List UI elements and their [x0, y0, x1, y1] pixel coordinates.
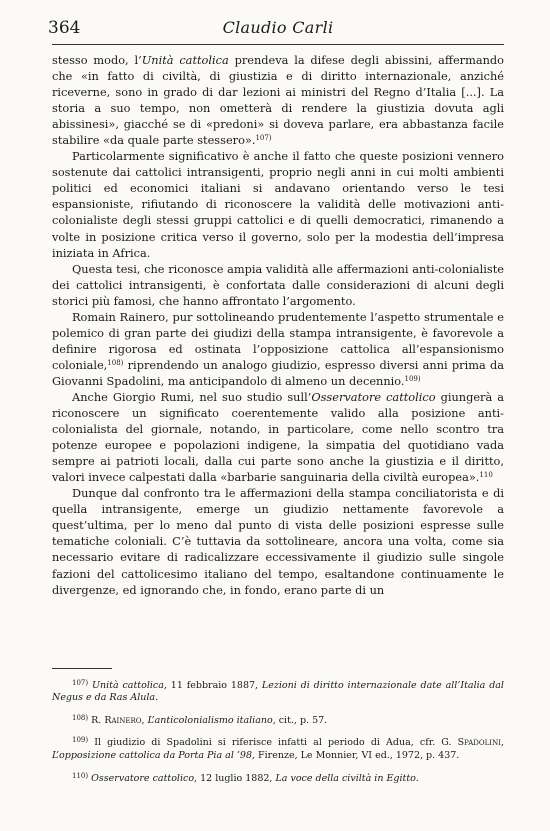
- text-run: riprendendo un analogo giudizio, espresso diversi anni prima da Giovanni Spadolini, ma anticipandolo di almeno un decennio.: [52, 357, 504, 388]
- text-run: Anche Giorgio Rumi, nel suo studio sull’: [72, 389, 312, 404]
- text-run: Questa tesi, che riconosce ampia validità alle affermazioni anti-colonialiste dei cattolici intransigenti, è confortata dalle considerazioni di alcuni degli storici più famosi, che hanno affrontato l’argomento.: [52, 261, 504, 308]
- text-run: cit., p. 57.: [275, 714, 328, 726]
- italic-text: Lezioni di diritto internazionale date all’Italia dal Negus e da Ras Alula.: [52, 679, 504, 704]
- footnote: [52, 770, 504, 786]
- text-run: ,: [141, 714, 148, 726]
- body-paragraph: [52, 52, 504, 148]
- footnote-reference: 109): [404, 374, 421, 383]
- running-head: Claudio Carli: [222, 18, 334, 37]
- italic-text: Osservatore cattolico: [311, 389, 436, 404]
- page-number: 364: [48, 18, 81, 38]
- italic-text: Unità cattolica,: [91, 679, 167, 691]
- text-run: giungerà a riconoscere un significato coerentemente valido alla posizione anti-colonialista del giornale, notando, in particolare, come nello scontro tra potenze europee e popolazioni indigene, la simpatia del quotidiano vada sempre ai patrioti locali, dalla cui parte sono anche la giustizia e il diritto, valori invece calpestati dalla «barbarie sanguinaria della civiltà europea».: [52, 389, 504, 485]
- footnote-number: 107): [72, 678, 89, 687]
- footnote: [52, 734, 504, 762]
- italic-text: L’opposizione cattolica da Porta Pia al ’98,: [52, 749, 256, 761]
- body-paragraph: [52, 485, 504, 597]
- footnote-reference: 107): [255, 134, 272, 143]
- text-run: Firenze, Le Monnier, VI ed., 1972, p. 437.: [255, 749, 460, 761]
- footnote-number: 108): [72, 713, 89, 722]
- text-run: Romain Rainero, pur sottolineando prudentemente l’aspetto strumentale e polemico di gran parte dei giudizi della stampa intransigente, è favorevole a definire rigorosa ed ostinata l’opposizione cattolica all’espansionismo coloniale,: [52, 309, 504, 372]
- body-paragraph: [52, 261, 504, 309]
- italic-text: Osservatore cattolico,: [91, 772, 198, 784]
- footnote-divider: [52, 668, 112, 669]
- small-caps-text: Spadolini: [457, 737, 501, 749]
- text-run: Particolarmente significativo è anche il fatto che queste posizioni vennero sostenute dai cattolici intransigenti, proprio negli anni in cui molti ambienti politici ed economici italiani si andavano orientando verso le tesi espansioniste, rifiutando di riconoscere la validità delle motivazioni anti-colonialiste degli stessi gruppi cattolici e di quelli democratici, rimanendo a volte in posizione critica verso il governo, solo per la modestia dell’impresa iniziata in Africa.: [52, 149, 504, 260]
- footnote-reference: 108): [107, 358, 124, 367]
- text-run: 12 luglio 1882,: [197, 772, 276, 784]
- footnote: [52, 677, 504, 705]
- body-paragraph: [52, 148, 504, 260]
- small-caps-text: Rainero: [104, 714, 142, 726]
- text-run: stesso modo, l’: [52, 53, 142, 67]
- footnote: [52, 712, 504, 728]
- text-run: ,: [500, 737, 504, 749]
- italic-text: Unità cattolica: [141, 53, 229, 67]
- body-paragraph: [52, 389, 504, 485]
- footnote-reference: 110: [479, 471, 493, 480]
- footnotes: [52, 677, 504, 786]
- text-run: R.: [91, 714, 105, 726]
- text-run: Dunque dal confronto tra le affermazioni della stampa conciliatorista e di quella intransigente, emerge un giudizio nettamente favorevole a quest’ultima, per lo meno dal punto di vista delle posizioni espresse sulle tematiche coloniali. C’è tuttavia da sottolineare, ancora una volta, come sia necessario evitare di radicalizzare eccessivamente il giudizio sulle singole fazioni del cattolicesimo italiano del tempo, esaltandone continuamente le divergenze, ed ignorando che, in fondo, erano parte di un: [52, 486, 504, 597]
- footnote-number: 110): [72, 771, 89, 780]
- page-header: [48, 18, 504, 45]
- text-run: Il giudizio di Spadolini si riferisce infatti al periodo di Adua, cfr. G.: [94, 737, 458, 749]
- body-text: [52, 52, 504, 598]
- text-run: prendeva la difese degli abissini, affermando che «in fatto di civiltà, di giustizia e di diritto internazionale, anziché riceverne, sono in grado di dar lezioni ai ministri del Regno d’Italia [...]. La storia a suo tempo, non ometterà di rendere la giustizia dovuta agli abissinesi», giacché se di «predoni» si doveva parlare, era abbastanza facile stabilire «da quale parte stessero».: [52, 53, 505, 148]
- text-run: 11 febbraio 1887,: [166, 679, 262, 691]
- body-paragraph: [52, 309, 504, 389]
- italic-text: L’anticolonialismo italiano,: [147, 714, 276, 726]
- footnote-number: 109): [72, 736, 89, 745]
- italic-text: La voce della civiltà in Egitto.: [275, 772, 419, 784]
